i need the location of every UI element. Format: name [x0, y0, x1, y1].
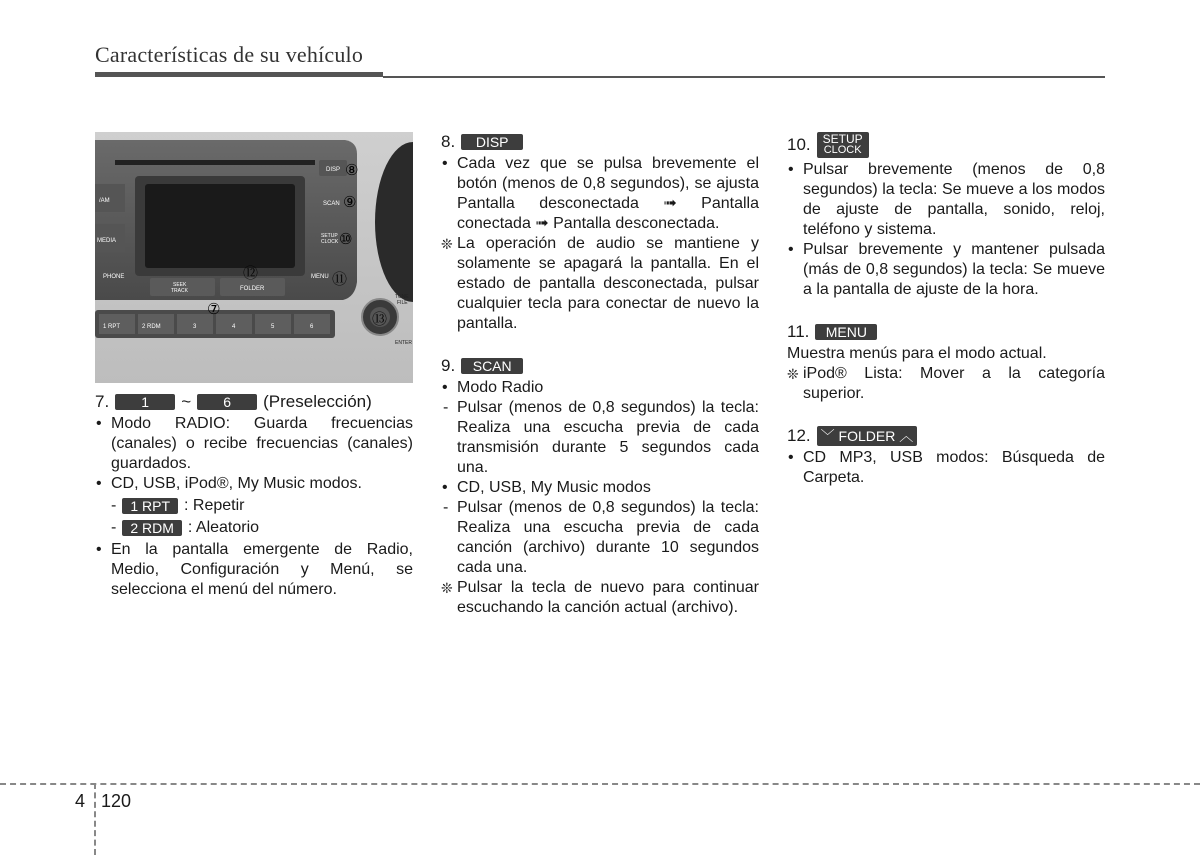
list-item: • Pulsar brevemente y mantener pulsada (más de 0,8 segundos) la tecla: Se mueve a la pantalla de ajuste de la hora.	[787, 240, 1105, 300]
sub-item-repeat	[95, 496, 413, 516]
key-folder-label: FOLDER	[838, 428, 896, 444]
radio-unit-illustration	[95, 132, 413, 383]
list-item: - Pulsar (menos de 0,8 segundos) la tecla: Realiza una escucha previa de cada canción (archivo) durante 10 segundos cada una.	[441, 498, 759, 578]
key-setup-clock	[817, 132, 869, 158]
display-screen	[145, 184, 295, 268]
callout-13: ⑬	[372, 310, 388, 328]
key-clock-label: CLOCK	[823, 144, 862, 156]
list-item: - Pulsar (menos de 0,8 segundos) la tecla: Realiza una escucha previa de cada transmisión durante 5 segundos cada una.	[441, 398, 759, 478]
section-8-note: ❊ La operación de audio se mantiene y solamente se apagará la pantalla. En el estado de pantalla desconectada, pulsar cualquier tecla para conectar de nuevo la pantalla.	[441, 234, 759, 334]
column-3	[787, 132, 1105, 488]
section-7-heading	[95, 392, 413, 412]
callout-10: ⑩	[339, 230, 353, 248]
column-1	[95, 392, 413, 600]
dash-marker: -	[111, 497, 117, 514]
section-12-number: 12.	[787, 426, 811, 445]
section-10-list	[787, 160, 1105, 300]
folder-label: FOLDER	[240, 286, 265, 292]
header-rule-thin	[383, 76, 1105, 78]
key-2-rdm: 2 RDM	[122, 520, 182, 536]
sub-item-random	[95, 518, 413, 538]
section-9-list	[441, 378, 759, 578]
section-8-list	[441, 154, 759, 234]
key-menu: MENU	[815, 324, 877, 340]
section-10-heading	[787, 132, 1105, 158]
section-11-note: ❊ iPod® Lista: Mover a la categoría superior.	[787, 364, 1105, 404]
random-text: : Aleatorio	[187, 519, 260, 536]
list-item: • CD, USB, My Music modos	[441, 478, 759, 498]
section-10-number: 10.	[787, 135, 811, 154]
repeat-text: : Repetir	[184, 497, 245, 514]
section-7-title: (Preselección)	[263, 392, 372, 411]
callout-9: ⑨	[343, 193, 357, 211]
section-9-heading	[441, 356, 759, 376]
preset-4-label: 4	[232, 324, 236, 330]
section-7-list	[95, 414, 413, 494]
enter-label: ENTER	[395, 340, 412, 346]
section-12-list	[787, 448, 1105, 488]
dash-marker: -	[111, 519, 117, 536]
footer-dashed-rule	[0, 783, 1200, 785]
key-1-rpt: 1 RPT	[122, 498, 178, 514]
key-scan: SCAN	[461, 358, 523, 374]
header-rule-thick	[95, 72, 383, 77]
seek-label: SEEK	[173, 282, 187, 288]
key-preset-6: 6	[197, 394, 257, 410]
section-9-number: 9.	[441, 356, 456, 375]
preset-6-label: 6	[310, 324, 314, 330]
preset-3-label: 3	[193, 324, 197, 330]
section-7-tilde: ~	[181, 392, 192, 411]
section-8-heading	[441, 132, 759, 152]
key-preset-1: 1	[115, 394, 175, 410]
section-11-text: Muestra menús para el modo actual.	[787, 345, 1047, 362]
callout-7: ⑦	[207, 300, 221, 318]
callout-8: ⑧	[345, 161, 359, 179]
list-item: • Modo RADIO: Guarda frecuencias (canales) o recibe frecuencias (canales) guardados.	[95, 414, 413, 474]
scan-label: SCAN	[323, 201, 340, 207]
clock-label: CLOCK	[321, 239, 339, 245]
key-disp: DISP	[461, 134, 523, 150]
menu-label: MENU	[311, 274, 329, 280]
setup-label: SETUP	[321, 233, 338, 239]
preset-1-label: 1 RPT	[103, 324, 121, 330]
chevron-up-icon: ︿	[899, 428, 914, 444]
section-11-heading	[787, 322, 1105, 342]
list-item: • Pulsar brevemente (menos de 0,8 segundos) la tecla: Se mueve a los modos de ajuste de pantalla, sonido, reloj, teléfono y sistema.	[787, 160, 1105, 240]
section-7-list-b	[95, 540, 413, 600]
list-item: • Cada vez que se pulsa brevemente el botón (menos de 0,8 segundos), se ajusta Pantalla desconectada ➟ Pantalla conectada ➟ Pantalla desconectada.	[441, 154, 759, 234]
radio-am-label: /AM	[99, 198, 110, 204]
list-item: • Modo Radio	[441, 378, 759, 398]
footer-vertical-dashed-rule	[94, 783, 96, 855]
preset-5-label: 5	[271, 324, 275, 330]
chapter-number: 4	[75, 791, 86, 811]
page-number: 120	[101, 791, 132, 811]
column-2	[441, 132, 759, 618]
section-11-number: 11.	[787, 322, 810, 341]
cd-slot	[115, 160, 315, 165]
chevron-down-icon: ﹀	[820, 428, 835, 444]
tune-label: TUNE	[395, 294, 409, 300]
section-7-number: 7.	[95, 392, 110, 411]
list-item: • CD MP3, USB modos: Búsqueda de Carpeta.	[787, 448, 1105, 488]
phone-label: PHONE	[103, 274, 125, 280]
section-8-number: 8.	[441, 132, 456, 151]
section-9-note: ❊ Pulsar la tecla de nuevo para continuar escuchando la canción actual (archivo).	[441, 578, 759, 618]
file-label: FILE	[397, 300, 408, 306]
callout-11: ⑪	[332, 270, 348, 288]
disp-label: DISP	[326, 167, 341, 173]
callout-12: ⑫	[243, 264, 259, 282]
media-label: MEDIA	[97, 238, 117, 244]
section-12-heading	[787, 426, 1105, 446]
key-setup-label: SETUP	[822, 132, 863, 146]
key-folder	[817, 426, 918, 446]
preset-2-label: 2 RDM	[142, 324, 161, 330]
list-item: • CD, USB, iPod®, My Music modos.	[95, 474, 413, 494]
list-item: • En la pantalla emergente de Radio, Medio, Configuración y Menú, se selecciona el menú del número.	[95, 540, 413, 600]
page-header-title: Características de su vehículo	[95, 42, 364, 67]
track-label: TRACK	[171, 288, 188, 294]
